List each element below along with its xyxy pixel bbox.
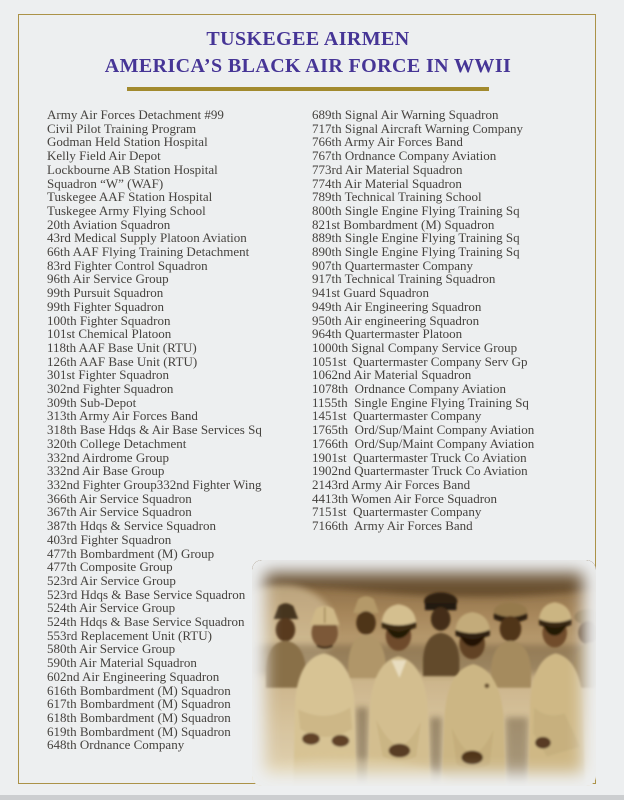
unit-list-item: 1000th Signal Company Service Group <box>312 339 518 355</box>
unit-list-item: Kelly Field Air Depot <box>47 148 161 164</box>
unit-list-item: 320th College Detachment <box>47 435 187 451</box>
unit-list-item: 1078th Ordnance Company Aviation <box>312 381 507 397</box>
unit-list-right-column <box>312 108 534 533</box>
unit-list-item: 553rd Replacement Unit (RTU) <box>47 627 212 643</box>
unit-list-item: 602nd Air Engineering Squadron <box>47 668 220 684</box>
unit-list-item: 332nd Air Base Group <box>47 463 165 479</box>
unit-list-item: 20th Aviation Squadron <box>47 216 171 232</box>
unit-list-item: 332nd Airdrome Group <box>47 449 170 465</box>
unit-list-item: 1451st Quartermaster Company <box>312 408 482 424</box>
unit-list-item: 1901st Quartermaster Truck Co Aviation <box>312 449 527 465</box>
unit-list-item: Squadron “W” (WAF) <box>47 175 164 191</box>
unit-list-item: 950th Air engineering Squadron <box>312 312 480 328</box>
unit-list-item: 689th Signal Air Warning Squadron <box>312 107 499 122</box>
unit-list-item: 617th Bombardment (M) Squadron <box>47 696 231 712</box>
unit-list-item: 477th Composite Group <box>47 559 173 575</box>
unit-list-item: 4413th Women Air Force Squadron <box>312 490 498 506</box>
unit-list-item: 949th Air Engineering Squadron <box>312 298 482 314</box>
unit-list-item: 7166th Army Air Forces Band <box>312 518 473 534</box>
unit-list-item: 648th Ordnance Company <box>47 737 185 753</box>
unit-list-item: 917th Technical Training Squadron <box>312 271 496 287</box>
airmen-photo <box>252 560 596 786</box>
unit-list-item: 477th Bombardment (M) Group <box>47 545 215 561</box>
unit-list-item: 302nd Fighter Squadron <box>47 381 174 397</box>
unit-list-item: 126th AAF Base Unit (RTU) <box>47 353 198 369</box>
unit-list-item: 524th Hdqs & Base Service Squadron <box>47 614 245 630</box>
unit-list-item: 821st Bombardment (M) Squadron <box>312 216 495 232</box>
unit-list-item: 619th Bombardment (M) Squadron <box>47 723 231 739</box>
unit-list-item: 616th Bombardment (M) Squadron <box>47 682 231 698</box>
unit-list-item: 301st Fighter Squadron <box>47 367 170 383</box>
unit-list-item: Civil Pilot Training Program <box>47 120 197 136</box>
airmen-photo-illustration <box>252 560 596 786</box>
unit-list-item: 96th Air Service Group <box>47 271 169 287</box>
unit-list-item: 313th Army Air Forces Band <box>47 408 198 424</box>
unit-list-item: 618th Bombardment (M) Squadron <box>47 709 231 725</box>
unit-list-item: 890th Single Engine Flying Training Sq <box>312 244 520 260</box>
unit-list-item: 366th Air Service Squadron <box>47 490 192 506</box>
unit-list-item: 941st Guard Squadron <box>312 285 429 301</box>
unit-list-item: 1902nd Quartermaster Truck Co Aviation <box>312 463 528 479</box>
unit-list-item: 83rd Fighter Control Squadron <box>47 257 208 273</box>
unit-list-item: Lockbourne AB Station Hospital <box>47 161 218 177</box>
unit-list-item: 889th Single Engine Flying Training Sq <box>312 230 520 246</box>
unit-list-item: 318th Base Hdqs & Air Base Services Sq <box>47 422 262 438</box>
scan-edge-shadow <box>0 795 624 800</box>
unit-list-item: 523rd Air Service Group <box>47 572 176 588</box>
unit-list-item: 99th Pursuit Squadron <box>47 285 164 301</box>
title-divider-rule <box>127 87 489 91</box>
unit-list-item: Army Air Forces Detachment #99 <box>47 107 224 122</box>
unit-list-item: 523rd Hdqs & Base Service Squadron <box>47 586 246 602</box>
unit-list-item: 774th Air Material Squadron <box>312 175 462 191</box>
page-title <box>0 26 616 91</box>
unit-list-item: 964th Quartermaster Platoon <box>312 326 463 342</box>
unit-list-item: 43rd Medical Supply Platoon Aviation <box>47 230 247 246</box>
unit-list-item: Godman Held Station Hospital <box>47 134 208 150</box>
unit-list-item: 332nd Fighter Group332nd Fighter Wing <box>47 476 262 492</box>
unit-list-item: Tuskegee AAF Station Hospital <box>47 189 213 205</box>
unit-list-item: 789th Technical Training School <box>312 189 482 205</box>
unit-list-item: 773rd Air Material Squadron <box>312 161 463 177</box>
unit-list-item: 1062nd Air Material Squadron <box>312 367 472 383</box>
unit-list-item: 66th AAF Flying Training Detachment <box>47 244 250 260</box>
unit-list-item: 1766th Ord/Sup/Maint Company Aviation <box>312 435 535 451</box>
unit-list-item: 100th Fighter Squadron <box>47 312 171 328</box>
unit-list-item: 309th Sub-Depot <box>47 394 137 410</box>
unit-list-item: 766th Army Air Forces Band <box>312 134 463 150</box>
unit-list-item: 403rd Fighter Squadron <box>47 531 172 547</box>
title-line-2: AMERICA’S BLACK AIR FORCE IN WWII <box>104 55 512 77</box>
title-line-1: TUSKEGEE AIRMEN <box>206 28 410 50</box>
unit-list-item: 367th Air Service Squadron <box>47 504 192 520</box>
unit-list-item: 524th Air Service Group <box>47 600 176 616</box>
unit-list-item: 387th Hdqs & Service Squadron <box>47 518 216 534</box>
unit-list-item: 1765th Ord/Sup/Maint Company Aviation <box>312 422 535 438</box>
unit-list-item: 1051st Quartermaster Company Serv Gp <box>312 353 528 369</box>
unit-list-item: 118th AAF Base Unit (RTU) <box>47 339 197 355</box>
unit-list-item: 717th Signal Aircraft Warning Company <box>312 120 524 136</box>
unit-list-left-column <box>47 108 262 752</box>
unit-list-item: 7151st Quartermaster Company <box>312 504 482 520</box>
unit-list-item: 99th Fighter Squadron <box>47 298 164 314</box>
unit-list-item: 101st Chemical Platoon <box>47 326 172 342</box>
unit-list-item: 580th Air Service Group <box>47 641 176 657</box>
unit-list-item: 590th Air Material Squadron <box>47 655 197 671</box>
unit-list-item: 1155th Single Engine Flying Training Sq <box>312 394 529 410</box>
unit-list-item: 2143rd Army Air Forces Band <box>312 476 471 492</box>
unit-list-item: 800th Single Engine Flying Training Sq <box>312 202 520 218</box>
unit-list-item: Tuskegee Army Flying School <box>47 202 206 218</box>
unit-list-item: 907th Quartermaster Company <box>312 257 474 273</box>
unit-list-item: 767th Ordnance Company Aviation <box>312 148 497 164</box>
